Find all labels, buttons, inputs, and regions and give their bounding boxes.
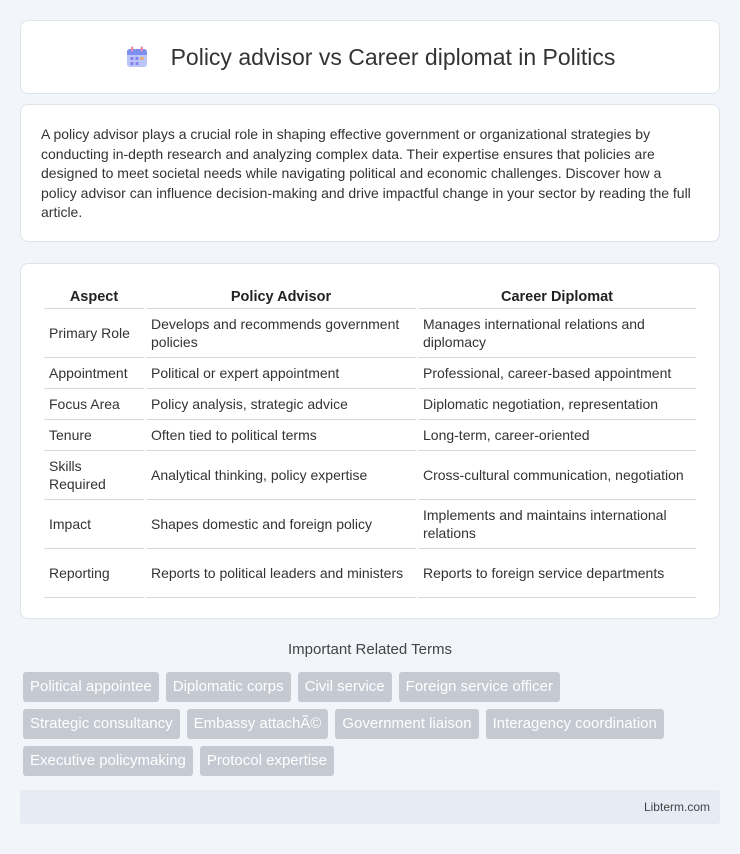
cell-diplomat: Long-term, career-oriented — [418, 420, 696, 451]
cell-policy: Develops and recommends government policies — [146, 309, 416, 358]
cell-aspect: Focus Area — [44, 389, 144, 420]
related-term-tag[interactable]: Executive policymaking — [23, 746, 193, 776]
cell-diplomat: Diplomatic negotiation, representation — [418, 389, 696, 420]
header-card — [20, 20, 720, 94]
related-term-tag[interactable]: Embassy attachÃ© — [187, 709, 329, 739]
table-row — [44, 309, 696, 358]
related-terms-list — [23, 672, 723, 783]
comparison-table — [42, 285, 698, 598]
cell-aspect: Skills Required — [44, 451, 144, 500]
table-row — [44, 451, 696, 500]
footer-site-link[interactable]: Libterm.com — [643, 800, 710, 814]
cell-policy: Political or expert appointment — [146, 358, 416, 389]
table-row — [44, 358, 696, 389]
cell-policy: Reports to political leaders and ministers — [146, 549, 416, 598]
table-row — [44, 549, 696, 598]
related-term-tag[interactable]: Government liaison — [335, 709, 478, 739]
header-career-diplomat: Career Diplomat — [418, 285, 696, 309]
related-term-tag[interactable]: Political appointee — [23, 672, 159, 702]
related-term-tag[interactable]: Interagency coordination — [486, 709, 664, 739]
related-term-tag[interactable]: Diplomatic corps — [166, 672, 291, 702]
cell-policy: Analytical thinking, policy expertise — [146, 451, 416, 500]
table-row — [44, 389, 696, 420]
cell-diplomat: Implements and maintains international relations — [418, 500, 696, 549]
cell-diplomat: Professional, career-based appointment — [418, 358, 696, 389]
cell-policy: Often tied to political terms — [146, 420, 416, 451]
comparison-table-card — [20, 263, 720, 619]
related-term-tag[interactable]: Strategic consultancy — [23, 709, 180, 739]
cell-diplomat: Manages international relations and diplomacy — [418, 309, 696, 358]
related-term-tag[interactable]: Protocol expertise — [200, 746, 334, 776]
cell-diplomat: Cross-cultural communication, negotiation — [418, 451, 696, 500]
table-row — [44, 420, 696, 451]
table-row — [44, 500, 696, 549]
cell-aspect: Appointment — [44, 358, 144, 389]
header-policy-advisor: Policy Advisor — [146, 285, 416, 309]
cell-aspect: Tenure — [44, 420, 144, 451]
page-title: Policy advisor vs Career diplomat in Politics — [170, 43, 616, 70]
related-term-tag[interactable]: Civil service — [298, 672, 392, 702]
cell-diplomat: Reports to foreign service departments — [418, 549, 696, 598]
header-aspect: Aspect — [44, 285, 144, 309]
related-term-tag[interactable]: Foreign service officer — [399, 672, 560, 702]
footer — [20, 790, 720, 824]
cell-aspect: Reporting — [44, 549, 144, 598]
cell-policy: Policy analysis, strategic advice — [146, 389, 416, 420]
cell-aspect: Primary Role — [44, 309, 144, 358]
related-terms-title: Important Related Terms — [288, 641, 452, 658]
intro-text: A policy advisor plays a crucial role in shaping effective government or organizational strategies by conducting in-depth research and analyzing complex data. Their expertise ensures that policies are designed to meet societal needs while navigating political and economic challenges. Discover how a policy advisor can influence decision-making and drive impactful change in your sector by reading the full article. — [41, 126, 691, 220]
cell-policy: Shapes domestic and foreign policy — [146, 500, 416, 549]
intro-card — [20, 104, 720, 242]
cell-aspect: Impact — [44, 500, 144, 549]
calendar-icon — [125, 45, 149, 69]
